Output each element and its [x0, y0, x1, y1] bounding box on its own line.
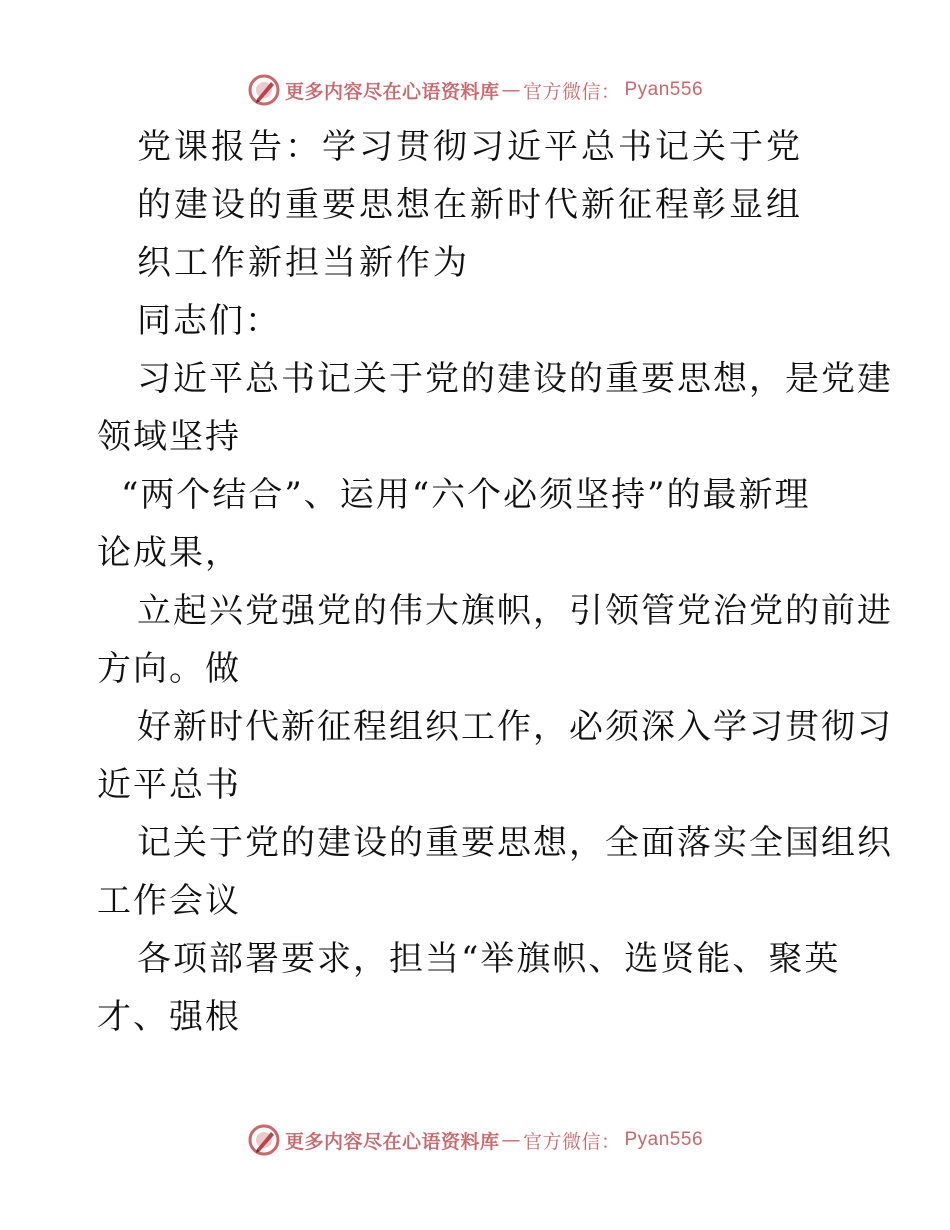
brand-separator: — — [501, 79, 521, 101]
paragraph-line: 立起兴党强党的伟大旗帜，引领管党治党的前进 — [137, 591, 893, 631]
wechat-label: 官方微信： — [522, 1130, 621, 1153]
pen-circle-icon — [247, 73, 281, 107]
paragraph-line: 习近平总书记关于党的建设的重要思想，是党建 — [137, 359, 893, 399]
paragraph-line: 方向。做 — [97, 649, 241, 689]
paragraph-line: 领域坚持 — [97, 417, 241, 457]
wechat-id: Pyan556 — [624, 1129, 704, 1150]
paragraph-line: 各项部署要求，担当“举旗帜、选贤能、聚英 — [137, 939, 841, 979]
paragraph-line: 好新时代新征程组织工作，必须深入学习贯彻习 — [137, 707, 893, 747]
paragraph-line: “两个结合”、运用“六个必须坚持”的最新理 — [121, 475, 811, 515]
brand-name: 更多内容尽在心语资料库 — [284, 1130, 500, 1153]
title-line: 党课报告：学习贯彻习近平总书记关于党 — [137, 127, 803, 167]
title-line: 的建设的重要思想在新时代新征程彰显组 — [137, 185, 803, 225]
brand-name: 更多内容尽在心语资料库 — [284, 80, 500, 103]
paragraph-line: 论成果， — [97, 533, 241, 573]
wechat-label: 官方微信： — [522, 80, 621, 103]
title-line: 织工作新担当新作为 — [137, 243, 470, 283]
pen-circle-icon — [247, 1123, 281, 1157]
document-body — [97, 118, 893, 1046]
footer-watermark — [0, 1120, 950, 1160]
paragraph-line: 记关于党的建设的重要思想，全面落实全国组织 — [137, 823, 893, 863]
brand-separator: — — [501, 1129, 521, 1151]
greeting: 同志们： — [137, 301, 281, 341]
paragraph-line: 工作会议 — [97, 881, 241, 921]
header-watermark — [0, 70, 950, 110]
wechat-id: Pyan556 — [624, 79, 704, 100]
paragraph-line: 近平总书 — [97, 765, 241, 805]
paragraph-line: 才、强根 — [97, 997, 241, 1037]
